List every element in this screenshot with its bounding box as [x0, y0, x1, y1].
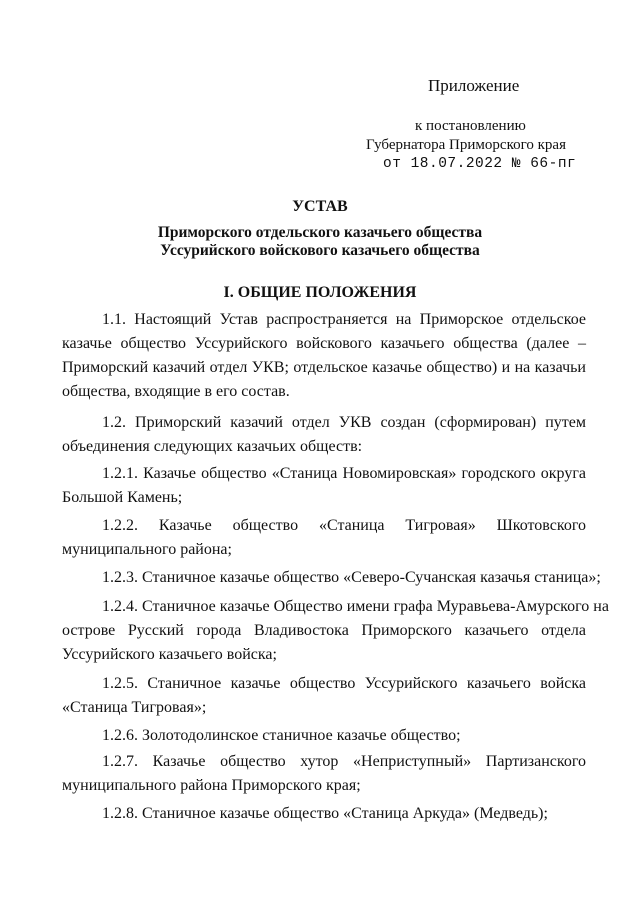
date-number-stamp: от 18.07.2022 № 66-пг: [383, 156, 577, 172]
text-line: 1.2.1. Казачье общество «Станица Новомировская» городского округа: [102, 465, 586, 482]
text-line: 1.2.4. Станичное казачье Общество имени графа Муравьева-Амурского на: [102, 598, 609, 615]
text-line: муниципального района;: [62, 541, 232, 558]
organization-name-line-2: Уссурийского войскового казачьего общества: [160, 242, 480, 259]
text-line: 1.2.6. Золотодолинское станичное казачье общество;: [102, 727, 461, 744]
text-line: 1.2.3. Станичное казачье общество «Северо-Сучанская казачья станица»;: [102, 569, 601, 586]
text-line: 1.1. Настоящий Устав распространяется на Приморское отдельское: [102, 311, 586, 328]
organization-name-line-1: Приморского отдельского казачьего общества: [157, 224, 483, 241]
text-line: казачье общество Уссурийского войскового казачьего общества (далее –: [62, 335, 586, 352]
paragraph-1-2-8: [62, 802, 586, 826]
paragraph-1-1: [62, 308, 586, 404]
appendix-line-1: к постановлению: [415, 118, 526, 134]
text-line: 1.2.7. Казачье общество хутор «Неприступный» Партизанского: [102, 753, 586, 770]
text-line: «Станица Тигровая»;: [62, 699, 207, 716]
paragraph-1-2-4: [62, 595, 609, 667]
text-line: острове Русский города Владивостока Приморского казачьего отдела: [62, 622, 586, 639]
text-line: объединения следующих казачьих обществ:: [62, 438, 363, 455]
text-line: 1.2.5. Станичное казачье общество Уссурийского казачьего войска: [102, 675, 586, 692]
paragraph-1-2-7: [62, 750, 586, 798]
paragraph-1-2-1: [62, 462, 586, 510]
paragraph-1-2-6: [62, 724, 586, 748]
document-title: УСТАВ: [292, 198, 348, 215]
text-line: 1.2.8. Станичное казачье общество «Станица Аркуда» (Медведь);: [102, 805, 548, 822]
paragraph-1-2-2: [62, 514, 586, 562]
text-line: Уссурийского казачьего войска;: [62, 646, 277, 663]
paragraph-1-2: [62, 411, 586, 459]
text-line: Большой Камень;: [62, 489, 183, 506]
text-line: 1.2.2. Казачье общество «Станица Тигровая» Шкотовского: [102, 517, 586, 534]
text-line: 1.2. Приморский казачий отдел УКВ создан (сформирован) путем: [102, 414, 586, 431]
paragraph-1-2-5: [62, 672, 586, 720]
appendix-title: Приложение: [428, 76, 520, 95]
section-heading: I. ОБЩИЕ ПОЛОЖЕНИЯ: [223, 284, 417, 301]
appendix-line-2: Губернатора Приморского края: [366, 137, 566, 153]
text-line: муниципального района Приморского края;: [62, 777, 361, 794]
text-line: Приморский казачий отдел УКВ; отдельское казачье общество) и на казачьи: [62, 359, 586, 376]
paragraph-1-2-3: [62, 566, 601, 590]
text-line: общества, входящие в его состав.: [62, 383, 290, 400]
